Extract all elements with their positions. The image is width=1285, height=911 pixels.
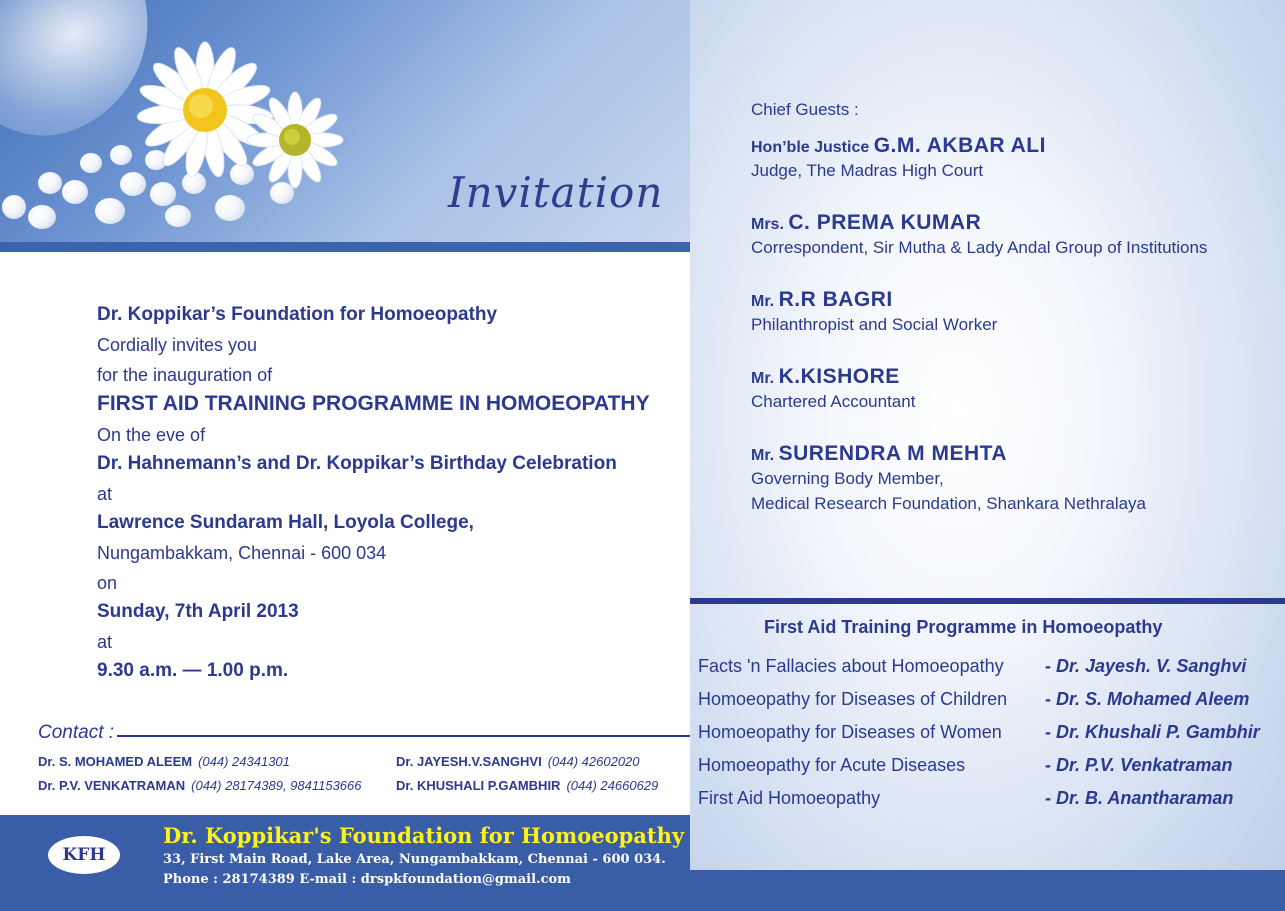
pill xyxy=(2,195,26,219)
guest-name: C. PREMA KUMAR xyxy=(788,211,982,234)
event-date: Sunday, 7th April 2013 xyxy=(97,601,299,622)
session-topic: Facts 'n Fallacies about Homoeopathy xyxy=(698,656,1004,676)
guest-title: Mr. xyxy=(751,447,775,464)
invite-line: Cordially invites you xyxy=(97,335,258,355)
guest-entry xyxy=(751,134,1046,183)
contact-divider xyxy=(117,735,690,737)
guest-entry xyxy=(751,288,997,337)
guest-entry xyxy=(751,211,1207,260)
pill xyxy=(95,198,125,224)
pill xyxy=(62,180,88,204)
pill xyxy=(28,205,56,229)
contact-entry xyxy=(396,754,640,769)
guest-name: G.M. AKBAR ALI xyxy=(873,134,1046,157)
pill xyxy=(215,195,245,221)
guest-title: Hon’ble Justice xyxy=(751,139,870,156)
contact-heading: Contact : xyxy=(38,722,115,743)
event-time: 9.30 a.m. — 1.00 p.m. xyxy=(97,660,289,681)
session-speaker: - Dr. Jayesh. V. Sanghvi xyxy=(1045,656,1247,676)
programme-heading: First Aid Training Programme in Homoeopathy xyxy=(764,617,1163,637)
contact-name: Dr. P.V. VENKATRAMAN xyxy=(38,778,186,793)
chief-guests-heading: Chief Guests : xyxy=(751,100,859,119)
occasion: Dr. Hahnemann’s and Dr. Koppikar’s Birthday Celebration xyxy=(97,453,617,474)
contact-entry xyxy=(38,778,362,793)
session-speaker: - Dr. B. Anantharaman xyxy=(1045,788,1234,808)
invitation-heading: Invitation xyxy=(448,168,664,217)
host-name: Dr. Koppikar’s Foundation for Homoeopathy xyxy=(97,304,498,325)
invite-line: for the inauguration of xyxy=(97,365,273,385)
invite-line: at xyxy=(97,632,113,652)
banner-image xyxy=(0,0,690,242)
session-speaker: - Dr. S. Mohamed Aleem xyxy=(1045,689,1250,709)
pill xyxy=(38,172,62,194)
banner-divider xyxy=(0,242,690,252)
programme-title: FIRST AID TRAINING PROGRAMME IN HOMOEOPATHY xyxy=(97,392,650,415)
session-speaker: - Dr. Khushali P. Gambhir xyxy=(1045,722,1260,742)
contact-phone: (044) 28174389, 9841153666 xyxy=(191,778,362,793)
pill xyxy=(165,205,191,227)
guest-desc: Judge, The Madras High Court xyxy=(751,161,984,180)
contact-entry xyxy=(396,778,658,793)
guest-title: Mrs. xyxy=(751,216,784,233)
guest-name: SURENDRA M MEHTA xyxy=(778,442,1008,465)
kfh-logo: KFH xyxy=(48,836,120,874)
invite-line: on xyxy=(97,573,118,593)
contact-phone: (044) 24660629 xyxy=(566,778,659,793)
guest-entry xyxy=(751,442,1146,516)
session-topic: First Aid Homoeopathy xyxy=(698,788,881,808)
venue-address: Nungambakkam, Chennai - 600 034 xyxy=(97,543,387,563)
contact-phone: (044) 24341301 xyxy=(198,754,290,769)
session-topic: Homoeopathy for Diseases of Children xyxy=(698,689,1008,709)
contact-name: Dr. JAYESH.V.SANGHVI xyxy=(396,754,542,769)
daisy-flower-icon xyxy=(245,90,345,190)
invite-line: On the eve of xyxy=(97,425,206,445)
guest-title: Mr. xyxy=(751,370,775,387)
guest-desc: Medical Research Foundation, Shankara Nethralaya xyxy=(751,494,1147,513)
guest-desc: Correspondent, Sir Mutha & Lady Andal Group of Institutions xyxy=(751,238,1208,257)
pill xyxy=(150,182,176,206)
guest-entry xyxy=(751,365,915,414)
session-speaker: - Dr. P.V. Venkatraman xyxy=(1045,755,1233,775)
guest-desc: Governing Body Member, xyxy=(751,469,944,488)
footer-address: 33, First Main Road, Lake Area, Nungambakkam, Chennai - 600 034. xyxy=(163,852,666,867)
guest-desc: Philanthropist and Social Worker xyxy=(751,315,998,334)
pill xyxy=(80,153,102,173)
contact-phone: (044) 42602020 xyxy=(547,754,640,769)
footer-phone-email: Phone : 28174389 E-mail : drspkfoundation@gmail.com xyxy=(163,872,571,887)
guest-name: R.R BAGRI xyxy=(778,288,893,311)
contact-entry xyxy=(38,754,290,769)
footer-org-name: Dr. Koppikar's Foundation for Homoeopathy xyxy=(163,823,685,848)
session-topic: Homoeopathy for Diseases of Women xyxy=(698,722,1002,742)
guest-desc: Chartered Accountant xyxy=(751,392,916,411)
contact-name: Dr. KHUSHALI P.GAMBHIR xyxy=(396,778,561,793)
venue: Lawrence Sundaram Hall, Loyola College, xyxy=(97,512,474,533)
programme-divider xyxy=(690,598,1285,604)
pill xyxy=(110,145,132,165)
guest-name: K.KISHORE xyxy=(778,365,900,388)
contact-name: Dr. S. MOHAMED ALEEM xyxy=(38,754,193,769)
guest-title: Mr. xyxy=(751,293,775,310)
session-topic: Homoeopathy for Acute Diseases xyxy=(698,755,966,775)
right-footer-band xyxy=(690,870,1285,911)
invite-line: at xyxy=(97,484,113,504)
